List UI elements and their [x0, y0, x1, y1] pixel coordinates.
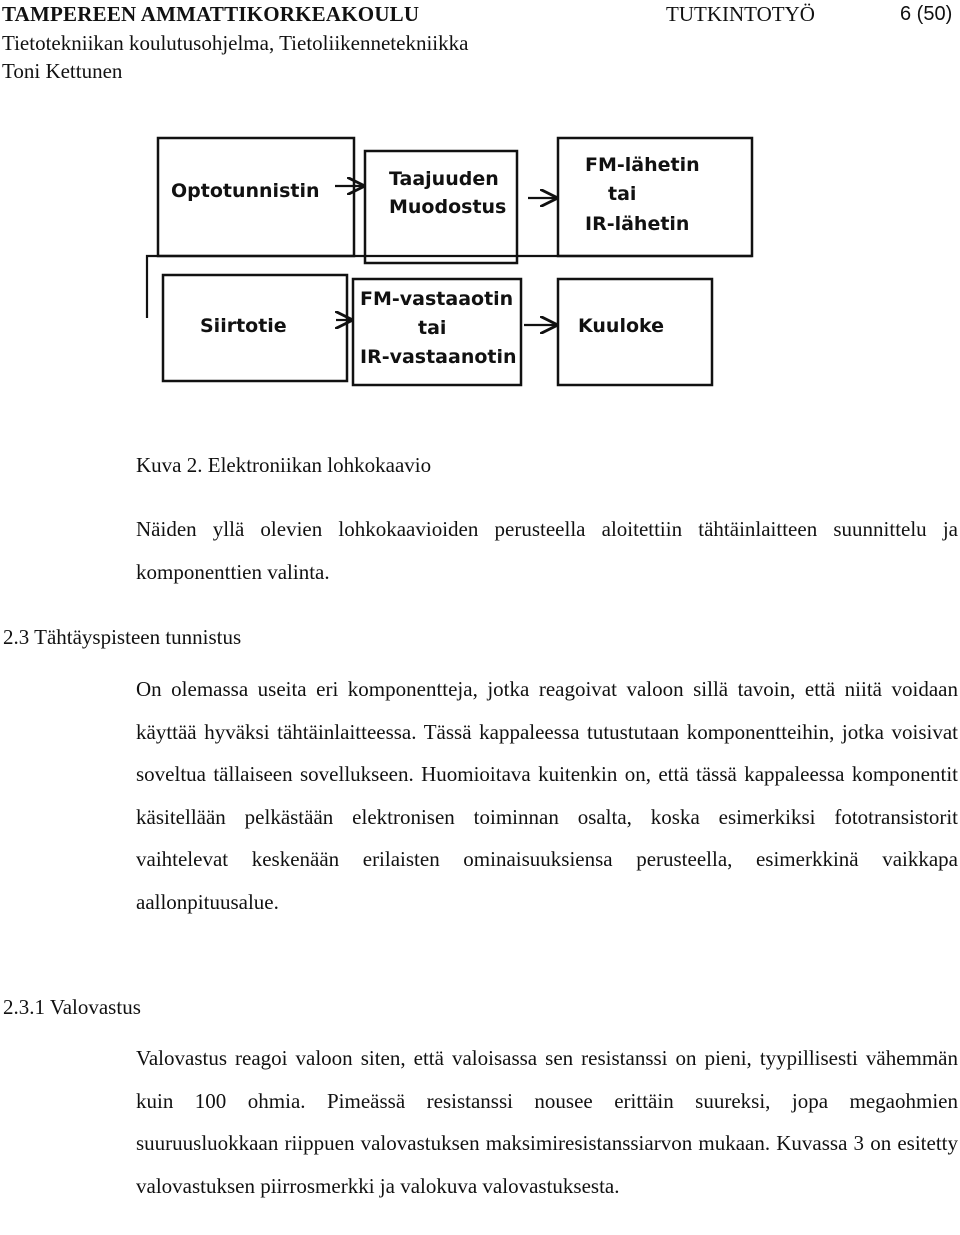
label-fm-vastaanotin-tai: tai [418, 317, 447, 339]
paragraph-1: Näiden yllä olevien lohkokaavioiden perusteella aloitettiin tähtäinlaitteen suunnittelu ja komponenttien valinta. [136, 517, 958, 584]
department-line: Tietotekniikan koulutusohjelma, Tietoliikennetekniikka [2, 31, 469, 55]
label-taajuuden: Taajuuden [389, 168, 499, 190]
block-diagram [120, 100, 780, 400]
section-heading-2-3-1: 2.3.1 Valovastus [3, 995, 141, 1019]
section-heading-2-3: 2.3 Tähtäyspisteen tunnistus [3, 625, 242, 649]
label-kuuloke: Kuuloke [578, 315, 665, 337]
block-diagram-svg [120, 100, 780, 400]
label-ir-lahetin: IR-lähetin [585, 213, 690, 235]
document-type: TUTKINTOTYÖ [666, 2, 815, 26]
label-fm-vastaanotin: FM-vastaaotin [360, 288, 514, 310]
label-ir-vastaanotin: IR-vastaanotin [360, 346, 517, 368]
paragraph-3: Valovastus reagoi valoon siten, että valoisassa sen resistanssi on pieni, tyypillisesti vähemmän kuin 100 ohmia. Pimeässä resistanssi nousee erittäin suureksi, jopa megaohmien suuruusluokkaan riippuen valovastuksen maksimiresistanssiarvon mukaan. Kuvassa 3 on esitetty valovastuksen piirrosmerkki ja valokuva valovastuksesta. [136, 1046, 958, 1198]
label-optotunnistin: Optotunnistin [171, 180, 320, 202]
school-name: TAMPEREEN AMMATTIKORKEAKOULU [2, 2, 420, 26]
label-fm-lahetin-tai: tai [608, 183, 637, 205]
page-header [0, 0, 960, 90]
paragraph-2: On olemassa useita eri komponentteja, jotka reagoivat valoon sillä tavoin, että niitä voidaan käyttää hyväksi tähtäinlaitteessa. Tässä kappaleessa tutustutaan komponentteihin, jotka voisivat soveltua tällaiseen sovellukseen. Huomioitava kuitenkin on, että tässä kappaleessa komponentit käsitellään pelkästään elektronisen toiminnan osalta, koska esimerkiksi fototransistorit vaihtelevat keskenään erilaisten ominaisuuksiensa perusteella, esimerkkinä vaikkapa aallonpituusalue. [136, 677, 958, 914]
label-fm-lahetin: FM-lähetin [585, 154, 700, 176]
label-muodostus: Muodostus [389, 196, 507, 218]
label-siirtotie: Siirtotie [200, 315, 287, 337]
page-number: 6 (50) [900, 3, 953, 25]
figure-caption: Kuva 2. Elektroniikan lohkokaavio [136, 453, 432, 477]
author-name: Toni Kettunen [2, 59, 123, 83]
